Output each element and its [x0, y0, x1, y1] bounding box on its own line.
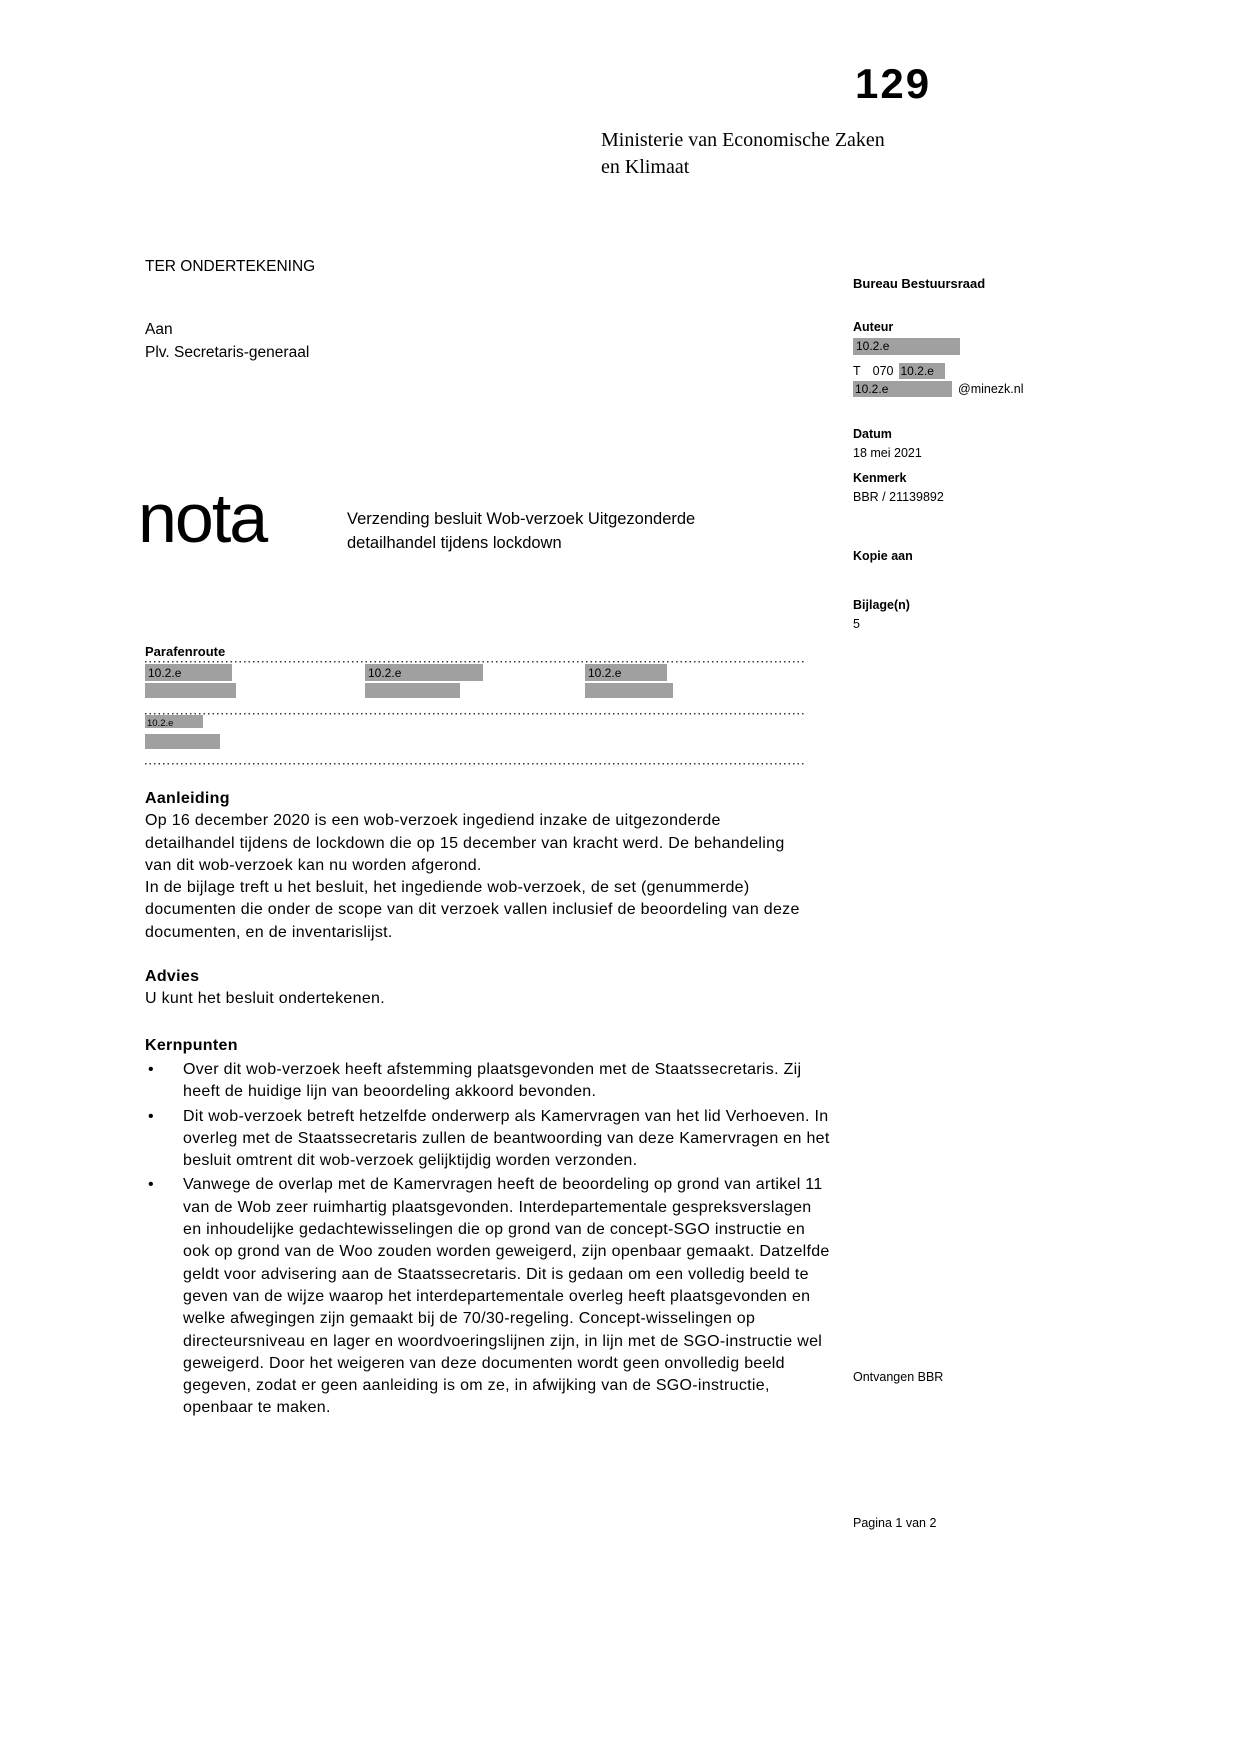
ministry-letterhead [601, 127, 885, 181]
phone-area-code: 070 [872, 364, 894, 378]
dotted-divider [145, 713, 805, 715]
list-item [145, 1174, 835, 1419]
ministry-name-line2: en Klimaat [601, 156, 690, 178]
redaction-code: 10.2.e [147, 718, 174, 729]
metadata-sidebar [853, 276, 1073, 632]
nota-title-line2: detailhandel tijdens lockdown [347, 534, 562, 552]
ontvangen-bbr-stamp: Ontvangen BBR [853, 1370, 944, 1384]
ministry-name-line1: Ministerie van Economische Zaken [601, 129, 885, 151]
redaction-code: 10.2.e [368, 666, 402, 680]
document-number-stamp: 129 [855, 60, 932, 107]
email-line [853, 381, 1073, 397]
paraaf-column-4 [145, 715, 220, 749]
redaction-code: 10.2.e [855, 382, 889, 396]
redaction-block-auteur [853, 338, 960, 355]
redaction-block [145, 664, 232, 681]
redaction-block-phone [899, 363, 945, 379]
aanleiding-paragraph-2: In de bijlage treft u het besluit, het ingediende wob-verzoek, de set (genummerde) documenten die onder de scope van dit verzoek vallen inclusief de beoordeling van deze documenten, en de inventarislijst. [145, 879, 800, 941]
redaction-code: 10.2.e [588, 666, 622, 680]
bullet-text: Vanwege de overlap met de Kamervragen heeft de beoordeling op grond van artikel 11 van de Wob zeer ruimhartig plaatsgevonden. Interdepartementale gespreksverslagen en inhoudelijke gedachtewisselingen die op grond van de concept-SGO instructie en ook op grond van de Woo zouden worden geweigerd, zijn openbaar gemaakt. Datzelfde geldt voor advisering aan de Staatssecretaris. Dit is gedaan om een volledig beeld te geven van de wijze waarop het interdepartementale overleg heeft plaatsgevonden en welke afwegingen zijn gemaakt bij de 70/30-regeling. Concept-wisselingen op directeursniveau en lager en woordvoeringslijnen zijn, in lijn met de SGO-instructie wel geweigerd. Door het weigeren van deze documenten wordt geen onvolledig beeld gegeven, zodat er geen aanleiding is om ze, in afwijking van de SGO-instructie, openbaar te maken. [183, 1176, 830, 1417]
paraaf-column-3 [585, 664, 673, 698]
bullet-icon: • [148, 1107, 154, 1125]
aanleiding-paragraph-1: Op 16 december 2020 is een wob-verzoek ingediend inzake de uitgezonderde detailhandel tijdens de lockdown die op 15 december van kracht werd. De behandeling van dit wob-verzoek kan nu worden afgerond. [145, 812, 785, 874]
kernpunten-list [145, 1059, 835, 1420]
advies-heading: Advies [145, 968, 200, 986]
bullet-text: Over dit wob-verzoek heeft afstemming plaatsgevonden met de Staatssecretaris. Zij heeft de huidige lijn van beoordeling akkoord bevonden. [183, 1060, 802, 1101]
aanleiding-heading: Aanleiding [145, 790, 230, 807]
nota-wordmark: nota [138, 479, 267, 557]
dotted-divider [145, 661, 805, 663]
redaction-bar [145, 683, 236, 698]
bijlage-value: 5 [853, 617, 860, 631]
kernpunten-heading: Kernpunten [145, 1036, 238, 1054]
ter-ondertekening-label: TER ONDERTEKENING [145, 258, 316, 275]
recipient-block [145, 318, 309, 364]
aan-label: Aan [145, 321, 173, 338]
kenmerk-value: BBR / 21139892 [853, 490, 944, 504]
list-item [145, 1059, 835, 1104]
document-body [145, 788, 830, 1420]
datum-label: Datum [853, 427, 892, 441]
nota-title [347, 507, 695, 555]
redaction-block [145, 715, 203, 728]
paraaf-column-1 [145, 664, 236, 698]
redaction-code: 10.2.e [148, 666, 182, 680]
dotted-divider [145, 763, 805, 765]
kopie-aan-label: Kopie aan [853, 549, 913, 563]
aan-value: Plv. Secretaris-generaal [145, 344, 310, 361]
redaction-code: 10.2.e [856, 339, 890, 353]
paraaf-column-2 [365, 664, 483, 698]
redaction-block [365, 664, 483, 681]
advies-text: U kunt het besluit ondertekenen. [145, 990, 385, 1008]
bullet-icon: • [148, 1176, 154, 1194]
bijlage-label: Bijlage(n) [853, 598, 910, 612]
redaction-bar [585, 683, 673, 698]
redaction-bar [365, 683, 460, 698]
bullet-text: Dit wob-verzoek betreft hetzelfde onderwerp als Kamervragen van het lid Verhoeven. In overleg met de Staatssecretaris zullen de beantwoording van deze Kamervragen en het besluit omtrent dit wob-verzoek gelijktijdig worden verzonden. [183, 1107, 830, 1170]
redaction-bar [145, 734, 220, 749]
datum-value: 18 mei 2021 [853, 446, 922, 460]
parafenroute-label: Parafenroute [145, 644, 226, 659]
phone-line [853, 363, 1073, 379]
redaction-code: 10.2.e [900, 364, 934, 378]
phone-label: T [853, 364, 861, 378]
page-footer: Pagina 1 van 2 [853, 1516, 937, 1530]
redaction-block [585, 664, 667, 681]
auteur-label: Auteur [853, 320, 894, 334]
list-item [145, 1106, 835, 1173]
kenmerk-label: Kenmerk [853, 471, 907, 485]
nota-title-line1: Verzending besluit Wob-verzoek Uitgezonderde [347, 510, 696, 528]
bureau-bestuursraad-label: Bureau Bestuursraad [853, 276, 986, 291]
email-domain: @minezk.nl [958, 382, 1024, 396]
redaction-block-email [853, 381, 952, 397]
bullet-icon: • [148, 1060, 154, 1078]
